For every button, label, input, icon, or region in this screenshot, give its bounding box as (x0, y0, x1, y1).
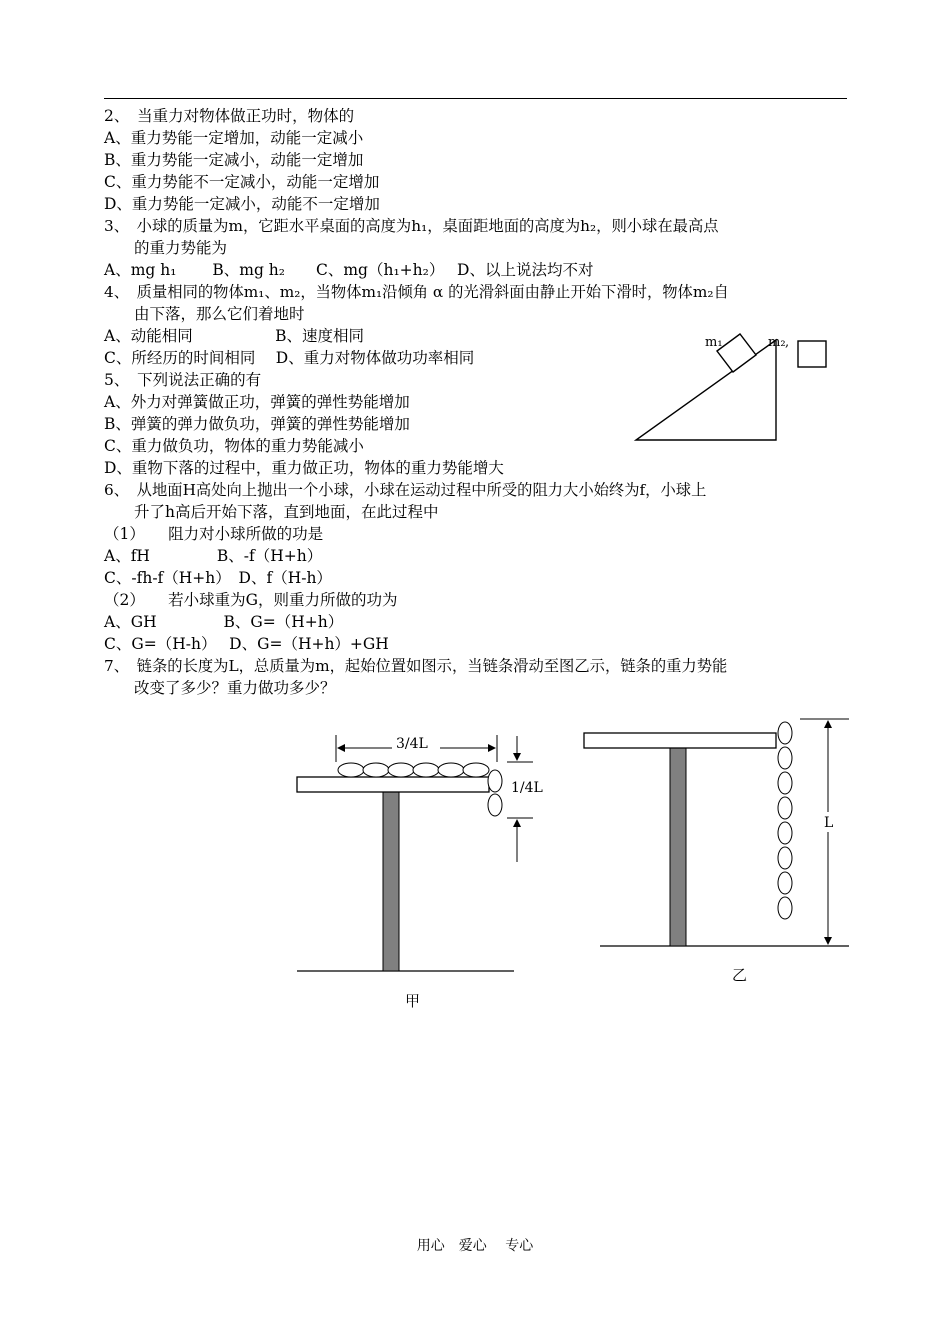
yi-caption: 乙 (732, 966, 748, 984)
block-m1 (717, 334, 756, 372)
label-m2-comma: , (785, 335, 790, 350)
yi-dim-label: L (824, 815, 834, 831)
q5-option-b: B、弹簧的弹力做负功，弹簧的弹性势能增加 (104, 415, 410, 433)
q3-options: A、mg h₁ B、mg h₂ C、mg（h₁+h₂） D、以上说法均不对 (104, 261, 594, 279)
q4-options-cd: C、所经历的时间相同 D、重力对物体做功功率相同 (104, 349, 475, 367)
label-m1: m₁ (705, 335, 723, 350)
jia-dim-top-label: 3/4L (396, 736, 428, 752)
yi-tabletop (584, 733, 776, 748)
q7-stem: 7、 链条的长度为L，总质量为m，起始位置如图示，当链条滑动至图乙示，链条的重力势能 (104, 657, 728, 675)
block-m2 (798, 341, 826, 367)
jia-tabletop (297, 777, 489, 792)
q2-option-a: A、重力势能一定增加，动能一定减小 (104, 129, 364, 147)
yi-chain (778, 722, 792, 919)
q5-option-d: D、重物下落的过程中，重力做正功，物体的重力势能增大 (104, 459, 504, 477)
q4-options-ab: A、动能相同 B、速度相同 (104, 327, 365, 345)
q4-stem: 4、 质量相同的物体m₁、m₂，当物体m₁沿倾角 α 的光滑斜面由静止开始下滑时，物体m₂自 (104, 283, 729, 301)
jia-caption: 甲 (405, 992, 421, 1010)
q6-part2-ab: A、GH B、G=（H+h） (104, 613, 344, 631)
q6-stem: 6、 从地面H高处向上抛出一个小球，小球在运动过程中所受的阻力大小始终为f，小球上 (104, 481, 707, 499)
q5-stem: 5、 下列说法正确的有 (104, 371, 262, 389)
jia-leg (383, 788, 399, 971)
jia-dim-side-label: 1/4L (511, 780, 543, 796)
q5-option-a: A、外力对弹簧做正功，弹簧的弹性势能增加 (104, 393, 410, 411)
q6-part2: （2） 若小球重为G，则重力所做的功为 (104, 591, 398, 609)
q5-option-c: C、重力做负功，物体的重力势能减小 (104, 437, 364, 455)
q2-option-c: C、重力势能不一定减小，动能一定增加 (104, 173, 380, 191)
q6-part2-cd: C、G=（H-h） D、G=（H+h）+GH (104, 635, 389, 653)
page-footer: 用心 爱心 专心 (416, 1238, 534, 1254)
q6-stem-cont: 升了h高后开始下落，直到地面，在此过程中 (134, 503, 439, 521)
figure-yi (584, 719, 849, 984)
q6-part1: （1） 阻力对小球所做的功是 (104, 525, 324, 543)
q6-part1-cd: C、-fh-f（H+h） D、f（H-h） (104, 569, 332, 587)
q7-stem-cont: 改变了多少？重力做功多少？ (134, 679, 336, 697)
q3-stem: 3、 小球的质量为m，它距水平桌面的高度为h₁，桌面距地面的高度为h₂，则小球在最高点 (104, 217, 719, 235)
incline-figure (636, 334, 826, 440)
q3-stem-cont: 的重力势能为 (134, 239, 228, 257)
q6-part1-ab: A、fH B、-f（H+h） (104, 547, 323, 565)
yi-leg (670, 748, 686, 946)
q2-option-b: B、重力势能一定减小，动能一定增加 (104, 151, 364, 169)
label-m2: m₂ (768, 335, 786, 350)
q2-option-d: D、重力势能一定减小，动能不一定增加 (104, 195, 380, 213)
q2-stem: 2、 当重力对物体做正功时，物体的 (104, 107, 355, 125)
figure-jia (297, 735, 543, 1010)
q4-stem-cont: 由下落，那么它们着地时 (134, 305, 305, 323)
